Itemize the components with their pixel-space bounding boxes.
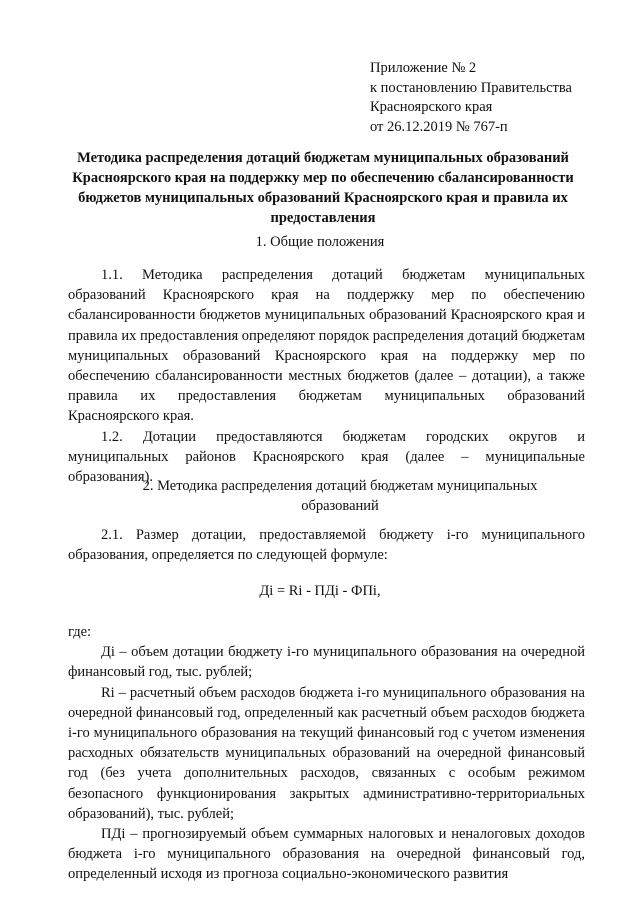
definition-d: Дi – объем дотации бюджету i-го муниципального образования на очередной финансовый год, тыс. рублей; [68,644,585,681]
document-title: Методика распределения дотаций бюджетам муниципальных образований Красноярского края на поддержку мер по обеспечению сбалансированности бюджетов муниципальных образований Красноярского края и правила их предоставления [72,150,574,226]
section-2-definitions [68,622,585,885]
section-2-heading: 2. Методика распределения дотаций бюджетам муниципальных образований [142,478,538,514]
section-1-heading: 1. Общие положения [255,234,385,250]
appendix-date: от 26.12.2019 № 767-п [370,118,508,135]
section-1-body [68,265,585,487]
definition-r: Ri – расчетный объем расходов бюджета i-го муниципального образования на очередной финансовый год, определенный как расчетный объем расходов бюджета i-го муниципального образования на текущий финансовый год с учетом изменения расходных обязательств муниципальных образований на очередной финансовый год (без учета дополнительных расходов, связанных с особым режимом безопасного функционирования закрытых административно-территориальных образований), тыс. рублей; [68,684,585,822]
appendix-region: Красноярского края [370,99,493,115]
section-2-intro [68,525,585,565]
appendix-number: Приложение № 2 [370,60,477,76]
appendix-reference: к постановлению Правительства [370,79,572,96]
definition-pd: ПДi – прогнозируемый объем суммарных налоговых и неналоговых доходов бюджета i-го муниципального образования на очередной финансовый год, определенный исходя из прогноза социально-экономического развития [68,826,585,883]
formula: Дi = Ri - ПДi - ФПi, [259,583,381,599]
paragraph-2-1: 2.1. Размер дотации, предоставляемой бюджету i-го муниципального образования, определяется по следующей формуле: [68,527,585,564]
paragraph-1-1: 1.1. Методика распределения дотаций бюджетам муниципальных образований Красноярского края на поддержку мер по обеспечению сбалансированности бюджетов муниципальных образований Красноярского края и правила их предоставления определяют порядок распределения дотаций бюджетам муниципальных образований Красноярского края на поддержку мер по обеспечению сбалансированности местных бюджетов (далее – дотации), а также правила их предоставления бюджетам муниципальных образований Красноярского края. [68,267,586,425]
paragraph-1-2: 1.2. Дотации предоставляются бюджетам городских округов и муниципальных районов Красноярского края (далее – муниципальные образования). [68,428,585,486]
where-label: где: [68,624,92,640]
appendix-block [370,59,572,137]
